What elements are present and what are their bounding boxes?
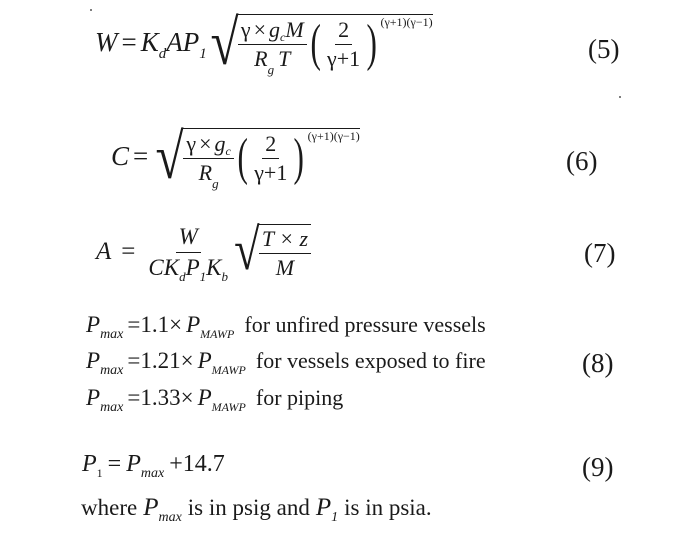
left-paren: ( (310, 15, 321, 73)
equation-6 (111, 121, 360, 192)
symbol-g: g (269, 16, 281, 42)
symbol-C: C (111, 141, 130, 172)
equation-5 (95, 7, 433, 78)
symbol-P: P (143, 494, 159, 521)
numerator (183, 132, 233, 159)
description: for unfired pressure vessels (244, 312, 486, 337)
equals-sign: = (121, 238, 136, 266)
fraction (183, 130, 233, 191)
denominator: M (275, 255, 295, 281)
subscript-max: max (100, 363, 124, 378)
symbol-C: C (148, 254, 164, 280)
radical-sign-icon: √ (155, 121, 184, 192)
symbol-R: R (198, 159, 213, 185)
equation-number-8: (8) (582, 348, 614, 378)
symbol-P: P (86, 312, 101, 337)
stray-dot (619, 96, 621, 98)
denominator (251, 45, 293, 77)
coefficient: =1.21× (127, 348, 194, 373)
symbol-P: P (86, 348, 101, 373)
equation-number-7: (7) (584, 238, 616, 268)
equals-sign: = (121, 27, 137, 58)
subscript-c: c (280, 29, 286, 44)
subscript-d: d (179, 268, 186, 284)
symbol-P: P (197, 385, 212, 410)
description: for vessels exposed to fire (255, 348, 486, 373)
subscript-1: 1 (199, 46, 207, 63)
symbol-T: T (278, 45, 291, 71)
equation-number-9: (9) (582, 452, 614, 482)
coefficient: =1.1× (127, 312, 183, 337)
numerator: 2 (335, 18, 352, 45)
note-word: is in psia. (344, 495, 432, 520)
exponent: (γ+1)(γ−1) (307, 129, 360, 143)
subscript-max: max (140, 466, 165, 481)
subscript-max: max (100, 400, 124, 415)
denominator (145, 253, 231, 284)
square-root (152, 121, 360, 192)
subscript-1: 1 (331, 510, 339, 525)
note-word: where (81, 495, 138, 520)
times: × (199, 130, 212, 156)
equation-9 (82, 451, 225, 481)
equation-8-line (86, 348, 486, 385)
numerator: W (176, 224, 201, 252)
symbol-A: A (96, 238, 112, 266)
constant: +14.7 (169, 451, 225, 477)
denominator: γ+1 (254, 159, 288, 185)
subscript-c: c (225, 143, 231, 158)
radicand (183, 128, 360, 191)
subscript-mawp: MAWP (211, 400, 246, 414)
subscript-g: g (212, 175, 219, 191)
symbol-P: P (86, 385, 101, 410)
description: for piping (255, 385, 344, 410)
subscript-max: max (158, 510, 182, 525)
note-text (81, 494, 432, 525)
subscript-g: g (267, 61, 275, 77)
equation-number-5: (5) (588, 34, 620, 64)
subscript-max: max (100, 327, 124, 342)
fraction (145, 224, 231, 284)
right-paren: ) (293, 129, 305, 187)
subscript-1: 1 (199, 268, 207, 284)
symbol-M: M (285, 16, 304, 42)
radicand (259, 224, 311, 280)
exponent: (γ+1)(γ−1) (380, 15, 433, 29)
fraction (251, 132, 290, 185)
subscript-1: 1 (96, 466, 103, 480)
times: × (253, 16, 267, 42)
fraction (259, 227, 311, 280)
left-paren: ( (237, 129, 248, 187)
symbol-P: P (186, 312, 201, 337)
symbol-K: K (140, 27, 159, 58)
numerator (238, 18, 307, 45)
coefficient: =1.33× (127, 385, 194, 410)
symbol-g: g (214, 130, 226, 156)
numerator: T × z (259, 227, 311, 254)
symbol-K: K (206, 254, 222, 280)
equation-8-line (86, 385, 486, 421)
numerator: 2 (262, 132, 279, 159)
stray-dot (90, 9, 92, 11)
equation-8-line (86, 312, 486, 348)
equation-number-6: (6) (566, 146, 598, 176)
subscript-mawp: MAWP (211, 363, 246, 377)
note-word: is in psig and (187, 495, 310, 520)
radical-sign-icon: √ (210, 7, 239, 78)
symbol-P: P (82, 451, 97, 477)
gamma: γ (186, 130, 197, 156)
symbol-P: P (315, 494, 332, 521)
symbol-W: W (95, 27, 118, 58)
fraction (324, 18, 363, 71)
gamma: γ (240, 16, 251, 42)
symbol-P: P (126, 451, 141, 477)
square-root (207, 7, 433, 78)
symbol-A: A (166, 27, 183, 58)
denominator (196, 159, 222, 191)
symbol-R: R (254, 45, 268, 71)
right-paren: ) (366, 15, 378, 73)
denominator: γ+1 (327, 45, 361, 71)
radical-sign-icon: √ (234, 217, 260, 282)
symbol-P: P (182, 27, 200, 58)
symbol-P: P (185, 254, 200, 280)
fraction (238, 16, 307, 77)
equals-sign: = (133, 141, 149, 172)
subscript-mawp: MAWP (200, 327, 235, 341)
radicand (238, 14, 433, 77)
symbol-K: K (163, 254, 180, 280)
equation-7 (96, 217, 311, 284)
equation-8 (86, 312, 486, 421)
square-root (231, 217, 311, 282)
equals-sign: = (107, 451, 122, 477)
symbol-P: P (197, 348, 212, 373)
subscript-d: d (158, 46, 167, 63)
subscript-b: b (221, 268, 228, 284)
